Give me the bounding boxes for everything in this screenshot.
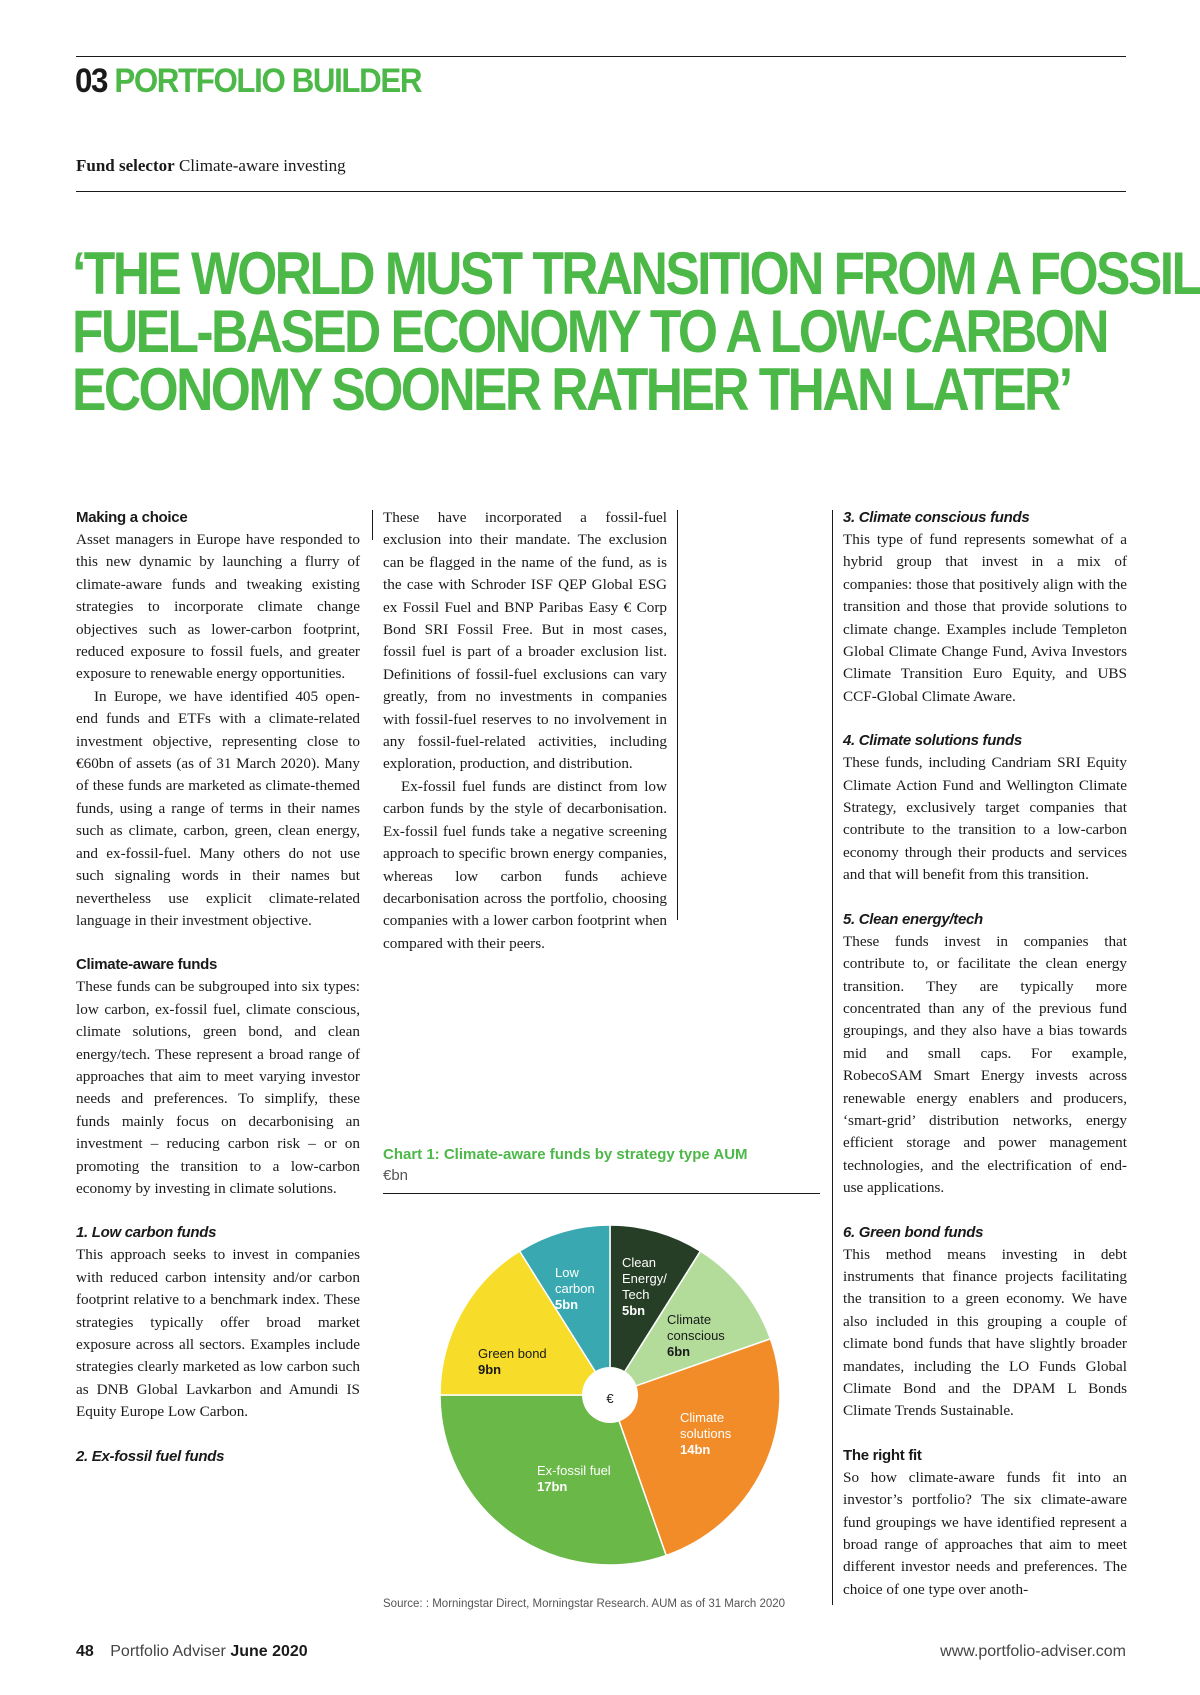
pie-label: Clean Energy/ Tech 5bn bbox=[622, 1255, 667, 1318]
paragraph: This method means investing in debt instruments that finance projects facilitating the transition to a green economy. We have also included in this grouping a couple of climate bond funds that have slightly broader mandates, including the LO Funds Global Climate Bond and the DPAM L Bonds Climate Trends Sustainable. bbox=[843, 1245, 1127, 1420]
subhead-clean-energy-tech: 5. Clean energy/tech bbox=[843, 910, 983, 928]
paragraph: These funds, including Candriam SRI Equity Climate Action Fund and Wellington Climate Strategy, exclusively target companies that contribute to the transition to a low-carbon economy through their products and services and that will benefit from this transition. bbox=[843, 754, 1127, 884]
pull-quote-headline bbox=[72, 240, 1200, 423]
page-number: 48 bbox=[76, 1643, 94, 1660]
paragraph: This approach seeks to invest in companies with reduced carbon intensity and/or carbon footprint relative to a benchmark index. These strategies typically offer broad market exposure across all sectors. Examples include strategies clearly marketed as low carbon such as DNB Global Lavkarbon and Amundi IS Equity Europe Low Carbon. bbox=[76, 1246, 360, 1421]
section-name: PORTFOLIO BUILDER bbox=[114, 62, 422, 100]
subhead-the-right-fit: The right fit bbox=[843, 1446, 922, 1464]
article-column-3 bbox=[843, 507, 1127, 1601]
pie-label: Green bond 9bn bbox=[478, 1346, 547, 1377]
chart-rule bbox=[383, 1193, 820, 1194]
pie-value-label: 5bn bbox=[622, 1303, 646, 1318]
headline-line: ‘THE WORLD MUST TRANSITION FROM A FOSSIL bbox=[72, 240, 1200, 307]
publication-name: Portfolio Adviser bbox=[110, 1643, 226, 1660]
column-divider bbox=[372, 510, 373, 540]
subhead-making-a-choice: Making a choice bbox=[76, 509, 188, 526]
pie-value-label: 14bn bbox=[680, 1442, 711, 1457]
selector-label: Fund selector bbox=[76, 156, 175, 175]
pie-value-label: 9bn bbox=[478, 1362, 502, 1377]
paragraph: So how climate-aware funds fit into an investor’s portfolio? The six climate-aware fund groupings we have identified represent a broad range of approaches that aim to meet different investor needs and preferences. The choice of one type over anoth- bbox=[843, 1468, 1127, 1598]
column-divider bbox=[832, 510, 833, 1605]
footer-left bbox=[76, 1643, 308, 1661]
top-rule bbox=[76, 56, 1126, 57]
footer-url[interactable]: www.portfolio-adviser.com bbox=[940, 1643, 1126, 1660]
chart-unit: €bn bbox=[383, 1167, 409, 1184]
section-number: 03 bbox=[75, 62, 108, 100]
paragraph: In Europe, we have identified 405 open-end funds and ETFs with a climate-related investment objective, representing close to €60bn of assets (as of 31 March 2020). Many of these funds are marketed as climate-themed funds, using a range of terms in their names such as climate, carbon, green, clean energy, and ex-fossil-fuel. Many others do not use such signaling words in their names but nevertheless use explicit climate-related language in their investment objective. bbox=[76, 687, 360, 929]
pie-value-label: 5bn bbox=[555, 1297, 579, 1312]
column-divider bbox=[677, 510, 678, 920]
pie-label: Climate conscious 6bn bbox=[667, 1312, 725, 1359]
paragraph: Asset managers in Europe have responded to this new dynamic by launching a flurry of climate-aware funds and tweaking existing strategies to incorporate climate change objectives such as lower-carbon footprint, reduced exposure to fossil fuels, and greater exposure to renewable energy opportunities. bbox=[76, 531, 360, 683]
selector-topic: Climate-aware investing bbox=[178, 156, 346, 175]
pie-label: Low carbon 5bn bbox=[555, 1265, 595, 1312]
section-header bbox=[75, 62, 421, 101]
euro-icon: € bbox=[606, 1391, 614, 1406]
article-column-1 bbox=[76, 507, 360, 1468]
pie-chart bbox=[420, 1220, 800, 1570]
paragraph: These have incorporated a fossil-fuel exclusion into their mandate. The exclusion can be flagged in the name of the fund, as is the case with Schroder ISF QEP Global ESG ex Fossil Fuel and BNP Paribas Easy € Corp Bond SRI Fossil Free. But in most cases, fossil fuel is part of a broader exclusion list. Definitions of fossil-fuel exclusions can vary greatly, from no investments in companies with fossil-fuel reserves to no involvement in any fossil-fuel-related activities, including exploration, production, and distribution. bbox=[383, 509, 667, 773]
issue-date: June 2020 bbox=[230, 1643, 308, 1660]
subhead-low-carbon-funds: 1. Low carbon funds bbox=[76, 1224, 217, 1242]
headline-line: ECONOMY SOONER RATHER THAN LATER’ bbox=[72, 356, 1071, 423]
subhead-green-bond-funds: 6. Green bond funds bbox=[843, 1223, 984, 1241]
chart-source: Source: : Morningstar Direct, Morningstar Research. AUM as of 31 March 2020 bbox=[383, 1598, 786, 1610]
subhead-ex-fossil-fuel-funds: 2. Ex-fossil fuel funds bbox=[76, 1447, 225, 1465]
paragraph: These funds invest in companies that contribute to, or facilitate the clean energy transition. They are typically more concentrated than any of the previous fund groupings, and they also have a bias towards mid and small caps. For example, RobecoSAM Smart Energy invests across renewable energy enablers and producers, ‘smart-grid’ distribution networks, energy efficient storage and power management technologies, and the electrification of end-use applications. bbox=[843, 932, 1127, 1197]
pie-label: Climate solutions 14bn bbox=[680, 1410, 732, 1457]
pie-label: Ex-fossil fuel 17bn bbox=[537, 1463, 611, 1494]
article-column-2 bbox=[383, 507, 667, 955]
subhead-climate-aware-funds: Climate-aware funds bbox=[76, 956, 218, 974]
paragraph: These funds can be subgrouped into six types: low carbon, ex-fossil fuel, climate conscious, climate solutions, green bond, and clean energy/tech. These represent a broad range of approaches that aim to meet varying investor needs and preferences. To simplify, these funds mainly focus on decarbonising an investment – reducing carbon risk – or on promoting the transition to a low-carbon economy by investing in climate solutions. bbox=[76, 978, 360, 1197]
subhead-climate-conscious-funds: 3. Climate conscious funds bbox=[843, 509, 1030, 526]
pie-value-label: 6bn bbox=[667, 1344, 691, 1359]
paragraph: This type of fund represents somewhat of a hybrid group that invest in a mix of companies: those that positively align with the transition and those that provide solutions to climate change. Examples include Templeton Global Climate Change Fund, Aviva Investors Climate Transition Euro Equity, and UBS CCF-Global Climate Aware. bbox=[843, 531, 1127, 705]
header-rule bbox=[76, 191, 1126, 192]
headline-line: FUEL-BASED ECONOMY TO A LOW-CARBON bbox=[72, 298, 1107, 365]
chart-title: Chart 1: Climate-aware funds by strategy type AUM bbox=[383, 1146, 748, 1163]
fund-selector-label bbox=[76, 156, 346, 176]
pie-value-label: 17bn bbox=[537, 1479, 568, 1494]
paragraph: Ex-fossil fuel funds are distinct from low carbon funds by the style of decarbonisation. Ex-fossil fuel funds take a negative screening approach to specific brown energy companies, whereas low carbon funds achieve decarbonisation across the portfolio, choosing companies with a lower carbon footprint when compared with their peers. bbox=[383, 777, 667, 952]
subhead-climate-solutions-funds: 4. Climate solutions funds bbox=[843, 732, 1022, 750]
